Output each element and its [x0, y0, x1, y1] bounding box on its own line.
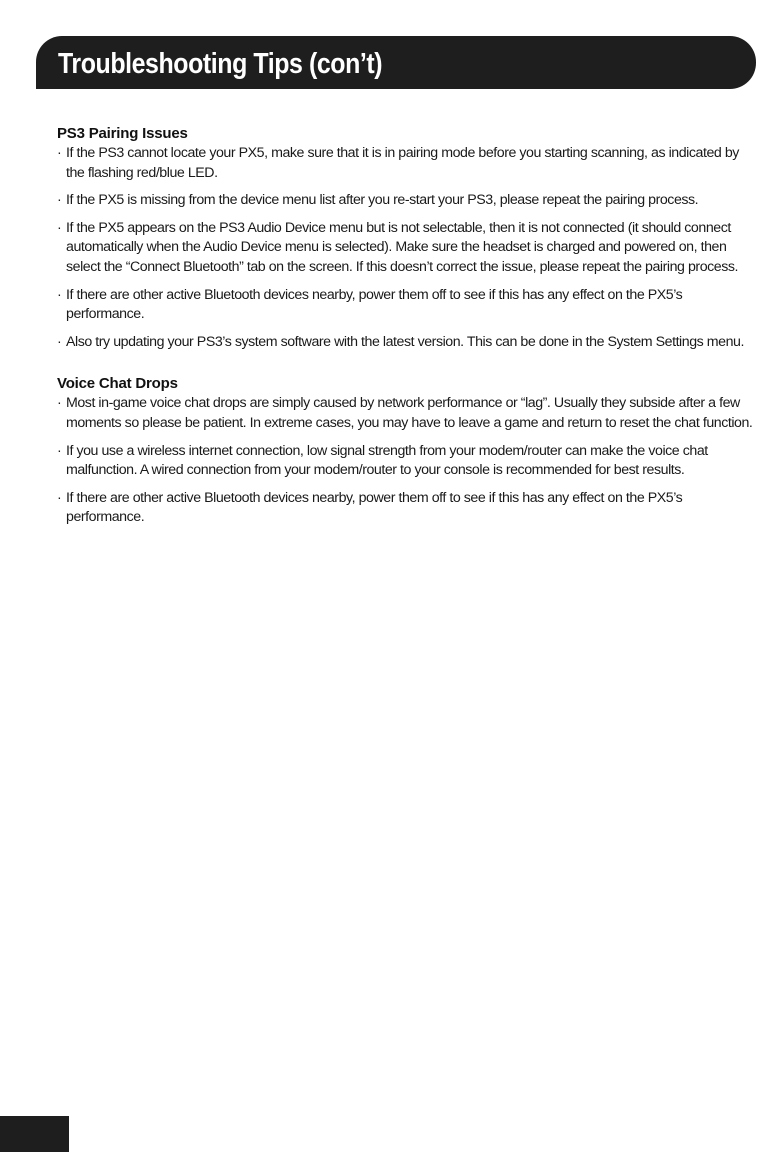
- tip-text: If the PS3 cannot locate your PX5, make sure that it is in pairing mode before you starting scanning, as indicated by the flashing red/blue LED.: [66, 145, 739, 181]
- bullet: ·: [57, 286, 62, 303]
- page-title: Troubleshooting Tips (con’t): [58, 48, 383, 80]
- tip-item: [57, 394, 753, 433]
- tip-text: If the PX5 appears on the PS3 Audio Device menu but is not selectable, then it is not connected (it should connect automatically when the Audio Device menu is selected). Make sure the headset is charged and powered on, then select the “Connect Bluetooth” tab on the screen. If this doesn’t correct the issue, please repeat the pairing process.: [66, 219, 739, 275]
- tip-item: [57, 144, 753, 183]
- tip-text: If there are other active Bluetooth devices nearby, power them off to see if this has any effect on the PX5’s performance.: [66, 286, 683, 323]
- tip-item: [57, 489, 753, 528]
- bullet: ·: [57, 395, 62, 412]
- tip-text: Also try updating your PS3’s system software with the latest version. This can be done in the System Settings menu.: [66, 333, 744, 350]
- page-corner-tab: [0, 1116, 69, 1152]
- section-ps3-pairing-issues: [57, 124, 753, 352]
- tip-text: If you use a wireless internet connection, low signal strength from your modem/router can make the voice chat malfunction. A wired connection from your modem/router to your console is recommended for best results.: [66, 442, 708, 479]
- bullet: ·: [57, 192, 62, 209]
- tip-list: [57, 394, 753, 528]
- bullet: ·: [57, 219, 62, 236]
- tip-item: [57, 333, 753, 353]
- bullet: ·: [57, 442, 62, 459]
- section-heading: PS3 Pairing Issues: [57, 125, 188, 142]
- tip-item: [57, 191, 753, 211]
- section-voice-chat-drops: [57, 374, 753, 528]
- tip-item: [57, 442, 753, 481]
- bullet: ·: [57, 145, 62, 161]
- bullet: ·: [57, 333, 62, 350]
- bullet: ·: [57, 489, 62, 506]
- tip-text: If the PX5 is missing from the device menu list after you re-start your PS3, please repeat the pairing process.: [66, 192, 699, 209]
- page-content: [57, 124, 753, 550]
- tip-item: [57, 286, 753, 325]
- tip-text: Most in-game voice chat drops are simply caused by network performance or “lag”. Usually they subside after a few moments so please be patient. In extreme cases, you may have to leave a game and return to reset the chat function.: [66, 395, 753, 431]
- page-header-bar: [36, 36, 756, 89]
- tip-list: [57, 144, 753, 352]
- tip-item: [57, 219, 753, 278]
- tip-text: If there are other active Bluetooth devices nearby, power them off to see if this has any effect on the PX5’s performance.: [66, 489, 683, 526]
- section-heading: Voice Chat Drops: [57, 375, 178, 393]
